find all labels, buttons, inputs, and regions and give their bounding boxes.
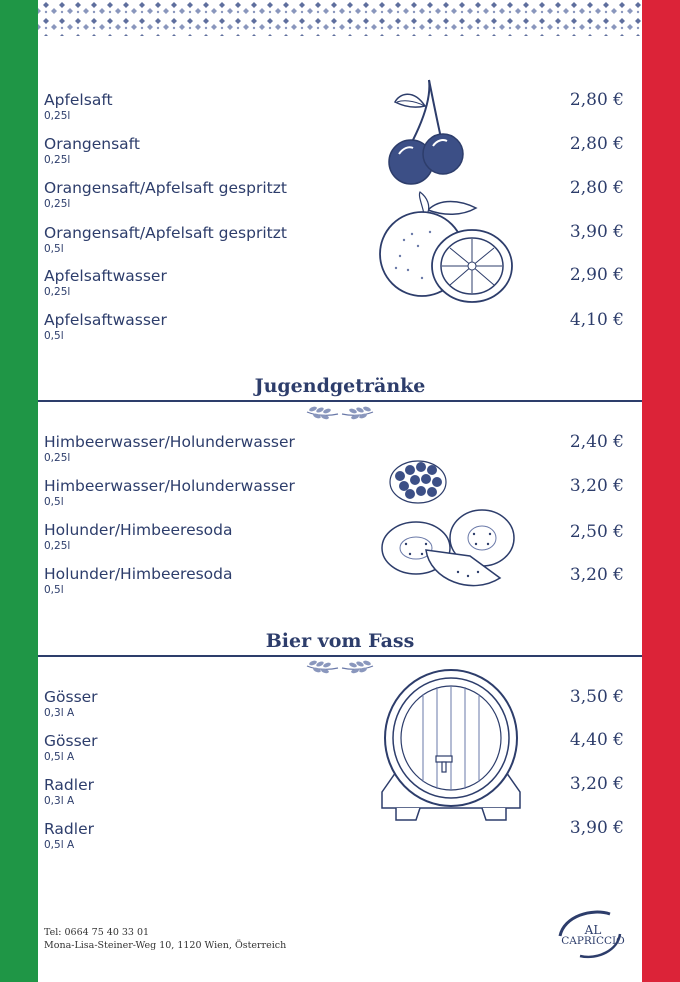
menu-item-orangensaft-apfelsaft-gespritzt [44, 179, 364, 211]
menu-item-apfelsaftwasser [44, 267, 364, 299]
menu-item-apfelsaft [44, 91, 364, 123]
item-size: 0,5l [44, 243, 64, 255]
item-name: Gösser [44, 732, 98, 750]
item-name: Apfelsaftwasser [44, 267, 167, 285]
menu-item-orangensaft-apfelsaft-gespritzt-large [44, 224, 364, 256]
item-size: 0,5l A [44, 751, 75, 763]
menu-item-holunder-himbeeresoda-large [44, 565, 364, 597]
section-title-bier-vom-fass: Bier vom Fass [265, 630, 415, 652]
barrel-illustration [376, 668, 526, 830]
menu-item-himbeerwasser-holunderwasser [44, 433, 364, 465]
section-title-jugendgetraenke: Jugendgetränke [254, 375, 426, 397]
item-price: 2,90 € [569, 265, 624, 285]
item-price: 3,50 € [569, 687, 624, 707]
item-size: 0,5l A [44, 839, 75, 851]
decorative-tile-pattern [38, 0, 642, 38]
item-name: Orangensaft/Apfelsaft gespritzt [44, 179, 287, 197]
italian-flag-red-stripe [642, 0, 680, 982]
item-price: 3,20 € [569, 774, 624, 794]
item-size: 0,3l A [44, 795, 75, 807]
item-size: 0,25l [44, 198, 71, 210]
orange-illustration [378, 190, 518, 312]
item-size: 0,25l [44, 154, 71, 166]
item-name: Himbeerwasser/Holunderwasser [44, 433, 295, 451]
item-price: 2,80 € [569, 134, 624, 154]
item-price: 2,80 € [569, 90, 624, 110]
al-capriccio-logo [550, 906, 636, 962]
item-size: 0,5l [44, 584, 64, 596]
menu-item-orangensaft [44, 135, 364, 167]
footer-phone: Tel: 0664 75 40 33 01 [44, 927, 150, 938]
laurel-ornament-icon [305, 656, 375, 676]
kiwi-illustration [378, 506, 520, 600]
item-size: 0,25l [44, 452, 71, 464]
item-price: 2,40 € [569, 432, 624, 452]
logo-text-capriccio: CAPRICCIO [561, 935, 625, 947]
menu-item-goesser-large [44, 732, 364, 764]
item-name: Holunder/Himbeeresoda [44, 565, 233, 583]
italian-flag-green-stripe [0, 0, 38, 982]
item-price: 3,90 € [569, 818, 624, 838]
menu-item-holunder-himbeeresoda [44, 521, 364, 553]
item-price: 4,40 € [569, 730, 624, 750]
item-size: 0,25l [44, 286, 71, 298]
logo-text-al: AL [584, 923, 602, 937]
item-price: 2,50 € [569, 522, 624, 542]
item-name: Radler [44, 820, 94, 838]
item-name: Gösser [44, 688, 98, 706]
cherries-illustration [385, 76, 469, 188]
item-size: 0,5l [44, 496, 64, 508]
item-name: Holunder/Himbeeresoda [44, 521, 233, 539]
menu-item-radler [44, 776, 364, 808]
item-price: 3,20 € [569, 476, 624, 496]
raspberry-illustration [388, 456, 452, 506]
item-size: 0,25l [44, 540, 71, 552]
item-size: 0,5l [44, 330, 64, 342]
item-size: 0,3l A [44, 707, 75, 719]
item-name: Orangensaft/Apfelsaft gespritzt [44, 224, 287, 242]
menu-item-radler-large [44, 820, 364, 852]
item-price: 3,90 € [569, 222, 624, 242]
item-price: 3,20 € [569, 565, 624, 585]
menu-item-goesser [44, 688, 364, 720]
item-name: Radler [44, 776, 94, 794]
item-name: Orangensaft [44, 135, 140, 153]
item-price: 4,10 € [569, 310, 624, 330]
item-name: Himbeerwasser/Holunderwasser [44, 477, 295, 495]
item-size: 0,25l [44, 110, 71, 122]
item-name: Apfelsaft [44, 91, 113, 109]
item-price: 2,80 € [569, 178, 624, 198]
footer-contact [44, 926, 286, 952]
laurel-ornament-icon [305, 402, 375, 422]
menu-item-himbeerwasser-holunderwasser-large [44, 477, 364, 509]
item-name: Apfelsaftwasser [44, 311, 167, 329]
menu-item-apfelsaftwasser-large [44, 311, 364, 343]
footer-address: Mona-Lisa-Steiner-Weg 10, 1120 Wien, Österreich [44, 940, 287, 951]
